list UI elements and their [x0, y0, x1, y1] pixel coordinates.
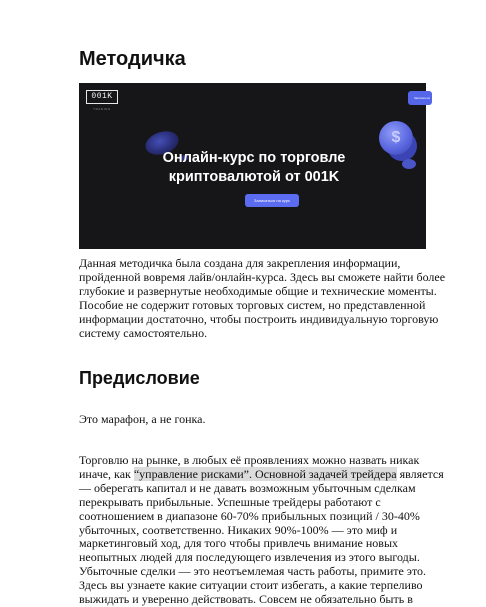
slogan-paragraph: Это марафон, а не гонка.: [79, 412, 206, 426]
highlighted-text: “управление рисками”. Основной задачей трейдера: [133, 466, 397, 481]
coin-shadow-decoration-icon: [402, 159, 416, 169]
banner-cta-button: Записаться на курс: [245, 194, 299, 207]
banner-corner-button: Записаться: [408, 91, 432, 105]
paragraph-text-start: Торговлю на рынке, в любых её проявлениях можно назвать никак иначе, как: [79, 453, 420, 481]
paragraph-text-end: является — оберегать капитал и не давать возможным убыточным сделкам перекрывать прибыльные. Успешные трейдеры работают с соотношением в диапазоне 60-70% прибыльных позиций / 30-40% убыточных, соответственно. Никаких 90%-100% — это миф и маркетинговый ход, для того чтобы привлечь внимание новых неопытных людей для последующего извлечения из этого выгоды. Убыточные сделки — это неотъемлемая часть работы, примите это.: [79, 466, 444, 579]
intro-paragraph: Данная методичка была создана для закрепления информации, пройденной вовремя лайв/онлайн-курса. Здесь вы сможете найти более глубокие и развернутые необходимые общие и технические моменты. Пособие не содержит готовых торговых систем, но представленной информации достаточно, чтобы построить индивидуальную торговую систему самостоятельно.: [79, 256, 446, 340]
dollar-coin-icon: $: [379, 121, 413, 155]
brand-logo: 001K: [86, 90, 118, 104]
document-title: Методичка: [79, 48, 186, 70]
section-title: Предисловие: [79, 368, 200, 388]
brand-logo-subtitle: TRADING: [93, 107, 111, 111]
situations-paragraph: Здесь вы узнаете какие ситуации стоит избегать, а какие терпеливо выжидать и уверенно действовать. Совсем не обязательно быть в: [79, 578, 423, 606]
risk-management-paragraph: [79, 454, 449, 579]
banner-headline: Онлайн-курс по торговле криптовалютой от 001K: [162, 150, 346, 185]
course-banner-image: [79, 83, 430, 249]
